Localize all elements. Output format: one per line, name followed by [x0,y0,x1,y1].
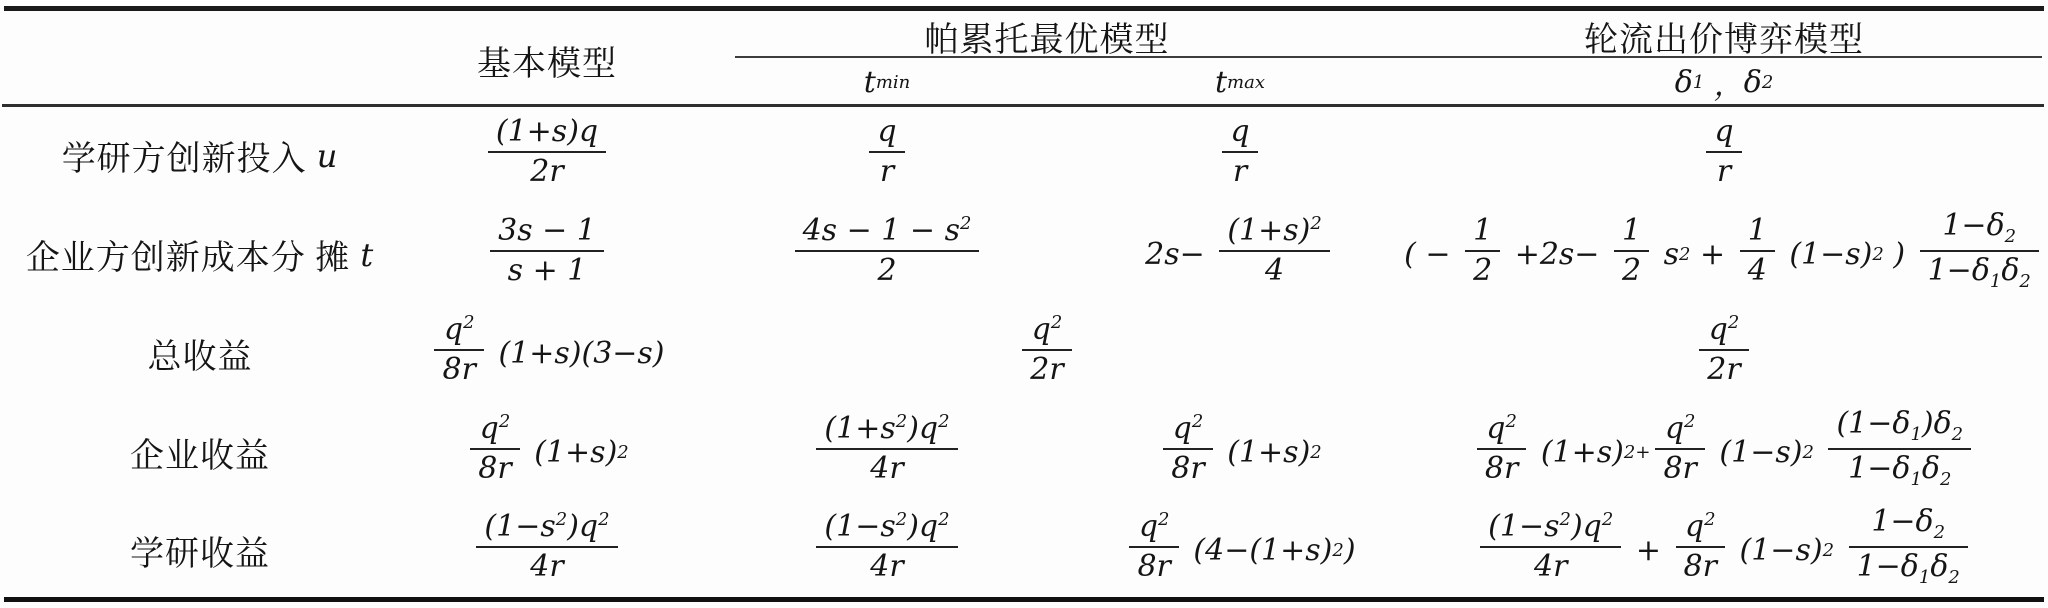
fraction-numerator [1706,113,1741,153]
formula-subscript: max [1227,71,1265,93]
fraction-numerator [1676,508,1725,548]
fraction-denominator [470,450,519,488]
fraction-denominator [816,450,957,488]
row-label-text: 企业方创新成本分 摊 [25,240,351,277]
formula-text: )q [907,508,939,544]
formula-text: )q [567,508,599,544]
fraction-denominator [1022,351,1071,389]
fraction-denominator [434,351,483,389]
cell-game [1400,502,2048,599]
fraction [470,410,519,487]
row-label-enterprise-revenue [0,403,400,502]
formula-text: r [1716,153,1732,189]
fraction-denominator [1465,252,1500,290]
formula-text [1834,533,1844,568]
fraction-denominator [490,252,604,290]
column-header-basic-model: 基本模型 [477,46,617,83]
formula-text: 4r [1534,548,1568,584]
formula-supscript: 2 [1332,540,1344,561]
formula-supscript: 2 [1727,311,1740,333]
formula-subscript: 1 [1918,566,1931,588]
fraction-numerator [1129,508,1178,548]
formula-text: (1+s)q [495,113,599,149]
formula-supscript: 2 [1310,442,1322,463]
formula-text: (1−s) [1779,237,1873,272]
formula-text: ， [1704,68,1744,103]
fraction-denominator [1920,252,2039,294]
row-label-cost-sharing [0,205,400,304]
subheader-t-min [694,58,1080,106]
fraction-numerator [1740,212,1775,252]
formula-text: 4r [530,548,564,584]
fraction [1477,410,1526,487]
fraction-numerator [488,113,606,153]
formula-text: (1−s) [1729,533,1823,568]
formula-subscript: 2 [1761,71,1774,93]
formula-subscript: 2 [2019,270,2031,292]
row-label-total-revenue [0,304,400,403]
formula-text: q [1708,311,1728,347]
formula-supscript: 2 [1505,410,1517,432]
formula-text: )q [1570,508,1602,544]
formula-text: ) [1883,237,1915,272]
formula-supscript: 2 [1559,508,1571,530]
formula-text: q [1486,410,1506,446]
cell-tmax [1080,403,1400,502]
formula-text: (1+s) [524,435,618,470]
cell-game [1400,403,2048,502]
formula-text: ( − [1404,237,1461,272]
formula-supscript: 2 [498,410,511,432]
fraction-denominator [1477,450,1526,488]
fraction [1740,212,1775,289]
formula-text: 4 [1265,252,1285,288]
fraction-numerator [1699,311,1748,351]
formula-text: 1 [1621,212,1642,248]
row-label-text: 总收益 [147,339,253,376]
formula-text: δ [1674,64,1693,100]
fraction-denominator [1849,548,1968,590]
fraction-denominator [1706,153,1741,191]
formula-text: 3s − 1 [498,212,596,248]
fraction-numerator [1163,410,1212,450]
formula-text: 2r [530,153,564,189]
formula-supscript: 2 [1872,244,1884,265]
formula-text: 4 [1747,252,1767,288]
formula-supscript: 2 [1050,311,1063,333]
fraction-numerator [795,212,980,252]
subheader-delta [1400,58,2048,106]
fraction-denominator [1740,252,1775,290]
fraction [1920,207,2039,293]
row-label-variable: t [360,235,375,274]
formula-text: 4s − 1 − s [802,212,960,248]
formula-text: 8r [442,351,476,387]
cell-basic [400,205,694,304]
subheader-t-max [1080,58,1400,106]
formula-text: 1−δ [1871,504,1934,540]
formula-text: q [1230,113,1250,149]
fraction-denominator [1655,450,1704,488]
formula-supscript: 2+ [1623,442,1651,463]
formula-text: 1−δ [1942,208,2005,244]
fraction-numerator [1920,207,2039,251]
formula-text: (1−s [1488,508,1560,544]
fraction-numerator [490,212,604,252]
formula-text: s + 1 [507,252,587,288]
fraction-denominator [1676,548,1725,586]
fraction-numerator [434,311,483,351]
formula-text: δ [1921,450,1940,486]
formula-text: q [1031,311,1051,347]
formula-text: (1+s) [1531,435,1624,470]
formula-text: 8r [478,450,512,486]
fraction [1022,311,1071,388]
fraction-numerator [1219,212,1329,252]
formula-supscript: 2 [617,442,629,463]
row-label-innovation-input [0,106,400,205]
formula-subscript: 1 [1989,270,2002,292]
formula-text: (1−s [824,508,896,544]
formula-supscript: 2 [598,508,610,530]
fraction-numerator [470,410,519,450]
formula-text: t [863,64,876,100]
formula-text: 1−δ [1927,252,1990,288]
formula-text: q [1172,410,1192,446]
formula-text: q [1714,113,1734,149]
fraction [1676,508,1725,585]
formula-text: 2s− [1145,237,1215,272]
formula-text [1814,435,1824,470]
formula-supscript: 2 [895,410,908,432]
fraction [1614,212,1649,289]
formula-text: 1−δ [1848,450,1911,486]
fraction [816,410,957,487]
formula-text: q [479,410,499,446]
fraction-denominator [1480,548,1621,586]
fraction-denominator [869,153,904,191]
formula-supscript: 2 [938,410,950,432]
cell-pareto-merged [694,304,1400,403]
fraction [1828,405,1971,491]
fraction [1222,113,1257,190]
formula-supscript: 2 [463,311,475,333]
formula-text: + [1690,237,1735,272]
cell-game [1400,106,2048,205]
fraction [1480,508,1621,585]
fraction-numerator [1849,503,1968,547]
fraction [795,212,980,289]
fraction-numerator [476,508,617,548]
formula-text: 1−δ [1856,548,1919,584]
cell-game [1400,304,2048,403]
row-label-variable: u [316,136,339,175]
fraction [1129,508,1178,585]
cell-tmax [1080,205,1400,304]
formula-text: δ [1743,64,1762,100]
formula-text: q [1138,508,1159,544]
formula-supscript: 2 [1158,508,1170,530]
formula-text: (1+s)(3−s) [488,336,665,371]
fraction-denominator [1219,252,1329,290]
fraction-numerator [1465,212,1500,252]
formula-supscript: 2 [1822,540,1835,561]
formula-text: q [1684,508,1705,544]
cell-tmin [694,106,1080,205]
cell-tmax [1080,106,1400,205]
row-label-text: 学研方创新投入 [61,141,307,178]
fraction [488,113,606,190]
formula-subscript: min [875,71,911,93]
formula-text: 2 [1621,252,1642,288]
formula-text: δ [1930,548,1949,584]
fraction [869,113,904,190]
formula-subscript: 2 [1951,424,1964,446]
cell-basic [400,304,694,403]
formula-text: r [1232,153,1248,189]
formula-text: (1−s [484,508,556,544]
formula-supscript: 2 [895,508,908,530]
cell-game [1400,205,2048,304]
column-group-pareto-model: 帕累托最优模型 [924,22,1170,59]
formula-supscript: 2 [555,508,568,530]
cell-basic [400,403,694,502]
cell-tmin [694,403,1080,502]
formula-subscript: 1 [1910,424,1922,446]
formula-text: q [443,311,464,347]
fraction-denominator [1163,450,1212,488]
formula-text: (1+s) [1217,435,1311,470]
fraction-denominator [795,252,980,290]
cell-tmin [694,205,1080,304]
fraction-denominator [1129,548,1178,586]
formula-subscript: 2 [1948,566,1960,588]
formula-text: + [1626,533,1671,568]
fraction [816,508,957,585]
row-label-academic-revenue [0,502,400,599]
formula-subscript: 2 [1939,468,1952,490]
row-label-text: 企业收益 [130,438,270,475]
fraction-numerator [869,113,904,153]
formula-text: 2 [877,252,897,288]
fraction-numerator [1655,410,1704,450]
formula-text: q [877,113,897,149]
formula-text: 8r [1137,548,1171,584]
fraction-denominator [1828,450,1971,492]
formula-text: (1−δ [1836,406,1911,442]
formula-supscript: 2 [1704,508,1716,530]
formula-subscript: 2 [1933,522,1946,544]
formula-text: s [1654,237,1680,272]
fraction-numerator [1828,405,1971,449]
fraction-numerator [816,508,957,548]
fraction [490,212,604,289]
formula-text: (1+s [824,410,896,446]
formula-supscript: 2 [1191,410,1204,432]
cell-tmax [1080,502,1400,599]
formula-text: q [1664,410,1685,446]
formula-text: 2r [1707,351,1741,387]
fraction-denominator [476,548,617,586]
fraction [1849,503,1968,589]
formula-supscript: 2 [1684,410,1696,432]
fraction [1706,113,1741,190]
fraction [1699,311,1748,388]
fraction-denominator [1222,153,1257,191]
formula-supscript: 2 [938,508,950,530]
formula-supscript: 2 [959,212,972,234]
formula-text: 1 [1747,212,1767,248]
row-label-text: 学研收益 [130,536,270,573]
formula-text: +2s− [1505,237,1609,272]
formula-text: 8r [1683,548,1717,584]
formula-text: (4−(1+s) [1183,533,1333,568]
formula-text: 8r [1171,450,1205,486]
formula-subscript: 2 [2004,226,2017,248]
formula-text: (1+s) [1227,212,1311,248]
formula-subscript: 1 [1692,71,1705,93]
table-top-rule [4,6,2044,11]
fraction [1163,410,1212,487]
fraction-numerator [816,410,957,450]
formula-text: 8r [1663,450,1697,486]
formula-supscript: 2 [1679,244,1691,265]
formula-subscript: 1 [1910,468,1922,490]
fraction-denominator [488,153,606,191]
fraction [476,508,617,585]
fraction [434,311,483,388]
fraction [1465,212,1500,289]
formula-text: 2r [1030,351,1064,387]
fraction-numerator [1477,410,1526,450]
fraction-numerator [1222,113,1257,153]
fraction [1219,212,1329,289]
cell-basic [400,106,694,205]
formula-text: 4r [870,450,904,486]
formula-text: δ [2001,252,2020,288]
cell-tmin [694,502,1080,599]
formula-text: (1−s) [1709,435,1803,470]
formula-supscript: 2 [1310,212,1322,234]
fraction-numerator [1480,508,1621,548]
formula-supscript: 2 [1601,508,1614,530]
fraction-numerator [1614,212,1649,252]
cell-basic [400,502,694,599]
fraction-denominator [816,548,957,586]
formula-text: 1 [1473,212,1493,248]
column-group-game-model: 轮流出价博弈模型 [1584,22,1864,59]
formula-text: r [879,153,895,189]
formula-text: 8r [1484,450,1519,486]
fraction [1655,410,1704,487]
fraction-denominator [1614,252,1649,290]
formula-text: 4r [870,548,904,584]
fraction-denominator [1699,351,1748,389]
formula-supscript: 2 [1802,442,1814,463]
formula-text: )δ [1921,406,1952,442]
formula-text: 2 [1473,252,1493,288]
formula-text: ) [1343,533,1356,568]
formula-text: )q [907,410,939,446]
model-comparison-table [0,15,2048,599]
formula-text: t [1214,64,1228,100]
fraction-numerator [1022,311,1071,351]
